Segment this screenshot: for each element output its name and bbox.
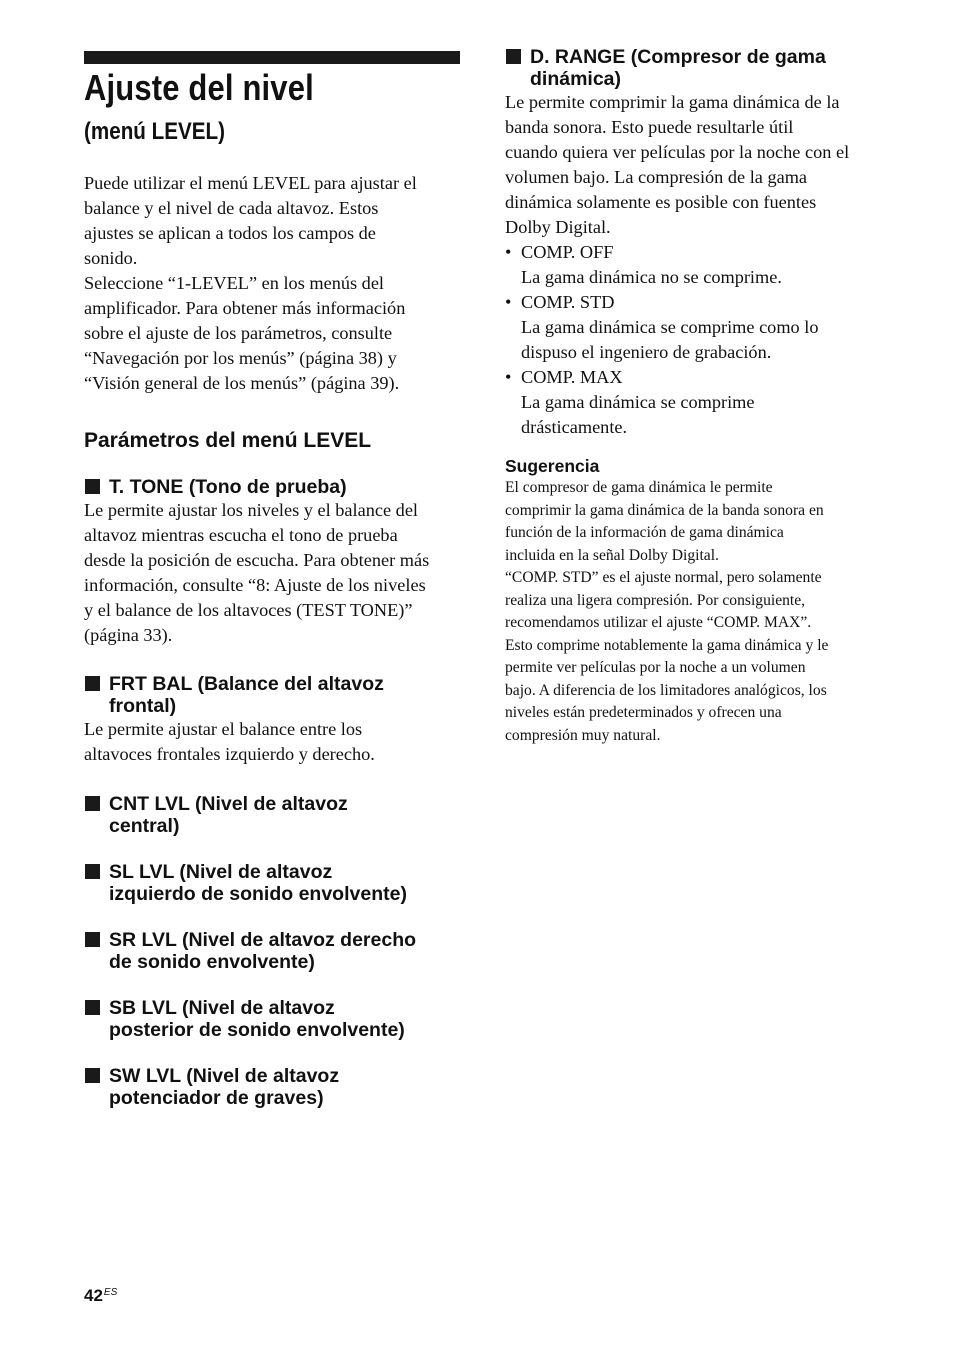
tip-line: recomendamos utilizar el ajuste “COMP. MAX”. <box>505 614 812 631</box>
swlvl-heading: SW LVL (Nivel de altavoz potenciador de graves) <box>84 1065 464 1109</box>
page-subtitle: (menú LEVEL) <box>84 118 226 145</box>
section-sllvl <box>84 861 464 905</box>
intro-line: Seleccione “1-LEVEL” en los menús del <box>84 273 385 293</box>
intro-paragraph <box>84 171 464 396</box>
body-line: información, consulte “8: Ajuste de los niveles <box>84 575 426 595</box>
intro-line: “Visión general de los menús” (página 39). <box>84 373 400 393</box>
bullet-icon: • <box>505 292 512 312</box>
intro-line: sonido. <box>84 248 138 268</box>
square-bullet-icon <box>85 796 100 811</box>
parameters-heading: Parámetros del menú LEVEL <box>84 429 372 452</box>
tip-line: “COMP. STD” es el ajuste normal, pero solamente <box>505 569 822 586</box>
option-name: • COMP. STD <box>505 290 890 315</box>
intro-line: ajustes se aplican a todos los campos de <box>84 223 376 243</box>
section-srlvl <box>84 929 464 973</box>
sllvl-heading: SL LVL (Nivel de altavoz izquierdo de sonido envolvente) <box>84 861 464 905</box>
square-bullet-icon <box>506 49 521 64</box>
option-name: • COMP. MAX <box>505 365 890 390</box>
page-title: Ajuste del nivel <box>84 67 314 108</box>
tip-box <box>505 455 890 747</box>
sblvl-heading: SB LVL (Nivel de altavoz posterior de sonido envolvente) <box>84 997 464 1041</box>
body-line: volumen bajo. La compresión de la gama <box>505 167 808 187</box>
square-bullet-icon <box>85 676 100 691</box>
section-cntlvl <box>84 793 464 837</box>
srlvl-heading: SR LVL (Nivel de altavoz derecho de sonido envolvente) <box>84 929 464 973</box>
title-rule <box>84 51 460 64</box>
body-line: desde la posición de escucha. Para obtener más <box>84 550 430 570</box>
square-bullet-icon <box>85 932 100 947</box>
option-comp-off <box>505 240 890 290</box>
square-bullet-icon <box>85 1000 100 1015</box>
tip-line: El compresor de gama dinámica le permite <box>505 479 773 496</box>
drange-heading: D. RANGE (Compresor de gama dinámica) <box>505 46 890 90</box>
cntlvl-heading: CNT LVL (Nivel de altavoz central) <box>84 793 464 837</box>
intro-line: sobre el ajuste de los parámetros, consulte <box>84 323 393 343</box>
section-ttone <box>84 476 464 648</box>
square-bullet-icon <box>85 1068 100 1083</box>
body-line: banda sonora. Esto puede resultarle útil <box>505 117 794 137</box>
tip-line: Esto comprime notablemente la gama dinámica y le <box>505 636 829 654</box>
option-comp-std <box>505 290 890 365</box>
body-line: Le permite ajustar los niveles y el balance del <box>84 500 419 520</box>
body-line: Dolby Digital. <box>505 217 611 237</box>
section-swlvl <box>84 1065 464 1109</box>
tip-heading: Sugerencia <box>505 456 600 476</box>
tip-line: compresión muy natural. <box>505 726 661 744</box>
body-line: Le permite ajustar el balance entre los <box>84 719 363 739</box>
frtbal-heading: FRT BAL (Balance del altavoz frontal) <box>84 673 464 717</box>
ttone-heading: T. TONE (Tono de prueba) <box>84 476 464 498</box>
option-desc: La gama dinámica se comprime <box>521 392 755 412</box>
body-line: altavoces frontales izquierdo y derecho. <box>84 744 375 764</box>
body-line: cuando quiera ver películas por la noche con el <box>505 142 850 162</box>
body-line: Le permite comprimir la gama dinámica de la <box>505 92 840 112</box>
intro-line: balance y el nivel de cada altavoz. Estos <box>84 198 379 218</box>
right-column <box>505 46 890 747</box>
option-desc: drásticamente. <box>521 417 628 437</box>
language-code: ES <box>103 1287 118 1298</box>
body-line: y el balance de los altavoces (TEST TONE)” <box>84 600 413 620</box>
square-bullet-icon <box>85 864 100 879</box>
left-column <box>84 171 464 1109</box>
tip-line: incluida en la señal Dolby Digital. <box>505 546 719 564</box>
page-number: $42^{ES}$ <box>84 1286 118 1305</box>
tip-line: permite ver películas por la noche a un volumen <box>505 659 806 676</box>
intro-line: amplificador. Para obtener más información <box>84 298 406 318</box>
intro-line: Puede utilizar el menú LEVEL para ajustar el <box>84 173 417 193</box>
tip-line: bajo. A diferencia de los limitadores analógicos, los <box>505 681 827 699</box>
tip-line: niveles están predeterminados y ofrecen una <box>505 704 782 721</box>
option-desc: dispuso el ingeniero de grabación. <box>521 342 772 362</box>
section-frtbal <box>84 673 464 767</box>
body-line: dinámica solamente es posible con fuentes <box>505 192 817 212</box>
square-bullet-icon <box>85 479 100 494</box>
option-desc: La gama dinámica no se comprime. <box>521 267 782 287</box>
section-drange <box>505 46 890 440</box>
option-comp-max <box>505 365 890 440</box>
section-sblvl <box>84 997 464 1041</box>
intro-line: “Navegación por los menús” (página 38) y <box>84 348 397 368</box>
option-desc: La gama dinámica se comprime como lo <box>521 317 819 337</box>
tip-line: realiza una ligera compresión. Por consiguiente, <box>505 591 806 609</box>
body-line: (página 33). <box>84 625 173 645</box>
tip-line: función de la información de gama dinámica <box>505 524 784 541</box>
bullet-icon: • <box>505 242 512 262</box>
tip-line: comprimir la gama dinámica de la banda sonora en <box>505 501 824 519</box>
bullet-icon: • <box>505 367 512 387</box>
body-line: altavoz mientras escucha el tono de prueba <box>84 525 398 545</box>
option-name: • COMP. OFF <box>505 240 890 265</box>
